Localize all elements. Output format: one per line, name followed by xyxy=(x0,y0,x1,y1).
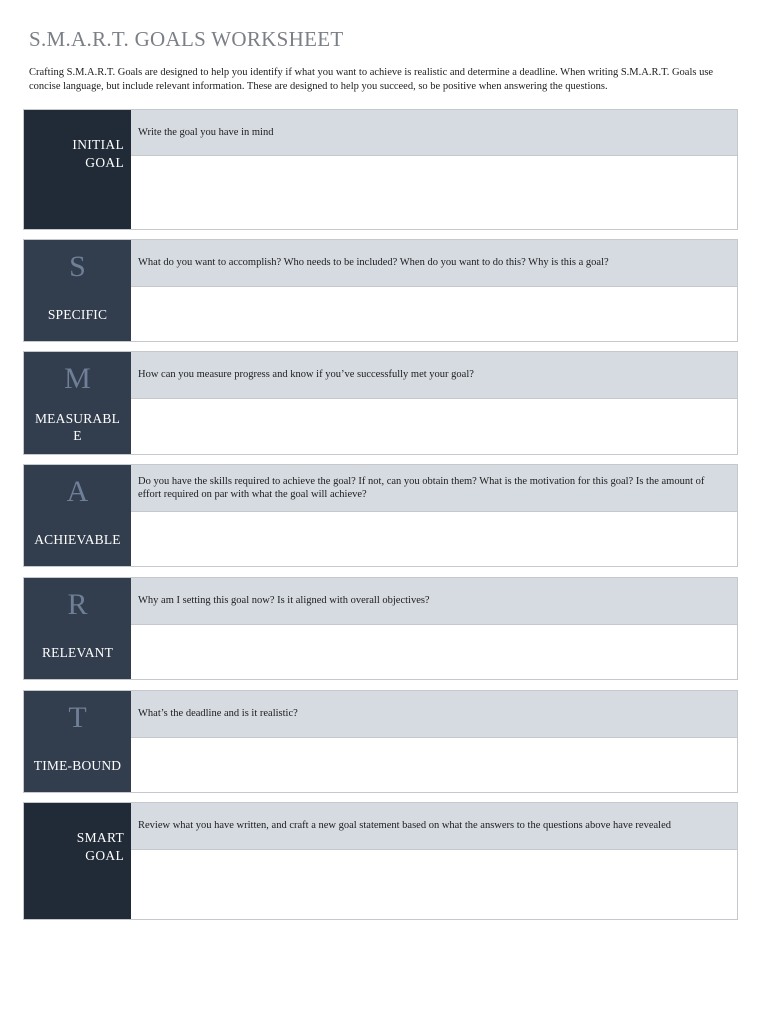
initial-goal-answer-field[interactable] xyxy=(131,156,737,229)
smart-goal-label-line1: SMART xyxy=(76,830,124,845)
measurable-label-panel xyxy=(24,352,131,454)
smart-goal-answer-field[interactable] xyxy=(131,850,737,919)
achievable-section xyxy=(23,464,738,567)
initial-goal-label-panel xyxy=(24,110,131,229)
timebound-label-panel xyxy=(24,691,131,792)
achievable-label-panel xyxy=(24,465,131,566)
page-title: S.M.A.R.T. GOALS WORKSHEET xyxy=(29,27,344,51)
specific-label-panel xyxy=(24,240,131,341)
intro-text: Crafting S.M.A.R.T. Goals are designed to help you identify if what you want to achieve is realistic and determine a deadline. When writing S.M.A.R.T. Goals use concise language, but include relevant information. These are designed to help you succeed, so be positive when answering the questions. xyxy=(29,67,714,92)
measurable-answer-field[interactable] xyxy=(131,399,737,454)
timebound-section xyxy=(23,690,738,793)
smart-goal-section xyxy=(23,802,738,920)
relevant-section xyxy=(23,577,738,680)
timebound-letter: T xyxy=(68,701,87,734)
smart-goal-label-line2: GOAL xyxy=(85,848,124,863)
achievable-answer-field[interactable] xyxy=(131,512,737,566)
specific-letter: S xyxy=(69,250,86,283)
specific-prompt: What do you want to accomplish? Who needs to be included? When do you want to do this? Why is this a goal? xyxy=(131,240,737,287)
measurable-label xyxy=(24,410,131,444)
smart-goal-prompt: Review what you have written, and craft a new goal statement based on what the answers to the questions above have revealed xyxy=(131,803,737,850)
initial-goal-label-line2: GOAL xyxy=(85,155,124,170)
specific-answer-field[interactable] xyxy=(131,287,737,341)
relevant-label-panel xyxy=(24,578,131,679)
relevant-prompt: Why am I setting this goal now? Is it aligned with overall objectives? xyxy=(131,578,737,625)
measurable-label-line1: MEASURABL xyxy=(34,411,121,426)
smart-goal-label xyxy=(77,829,124,865)
relevant-answer-field[interactable] xyxy=(131,625,737,679)
measurable-section xyxy=(23,351,738,455)
smart-goal-label-panel xyxy=(24,803,131,919)
timebound-answer-field[interactable] xyxy=(131,738,737,792)
initial-goal-label xyxy=(72,136,124,172)
relevant-label: RELEVANT xyxy=(41,645,114,660)
achievable-prompt: Do you have the skills required to achieve the goal? If not, can you obtain them? What is the motivation for this goal? Is the amount of effort required on par with what the goal will achieve? xyxy=(131,465,737,512)
timebound-prompt: What’s the deadline and is it realistic? xyxy=(131,691,737,738)
timebound-label: TIME-BOUND xyxy=(33,758,122,773)
achievable-label: ACHIEVABLE xyxy=(34,532,121,547)
achievable-letter: A xyxy=(66,475,89,508)
measurable-letter: M xyxy=(64,362,91,395)
initial-goal-prompt: Write the goal you have in mind xyxy=(131,110,737,156)
relevant-letter: R xyxy=(67,588,88,621)
initial-goal-label-line1: INITIAL xyxy=(72,137,124,152)
measurable-label-line2: E xyxy=(73,428,82,443)
specific-section xyxy=(23,239,738,342)
initial-goal-section xyxy=(23,109,738,230)
specific-label: SPECIFIC xyxy=(47,307,108,322)
measurable-prompt: How can you measure progress and know if you’ve successfully met your goal? xyxy=(131,352,737,399)
